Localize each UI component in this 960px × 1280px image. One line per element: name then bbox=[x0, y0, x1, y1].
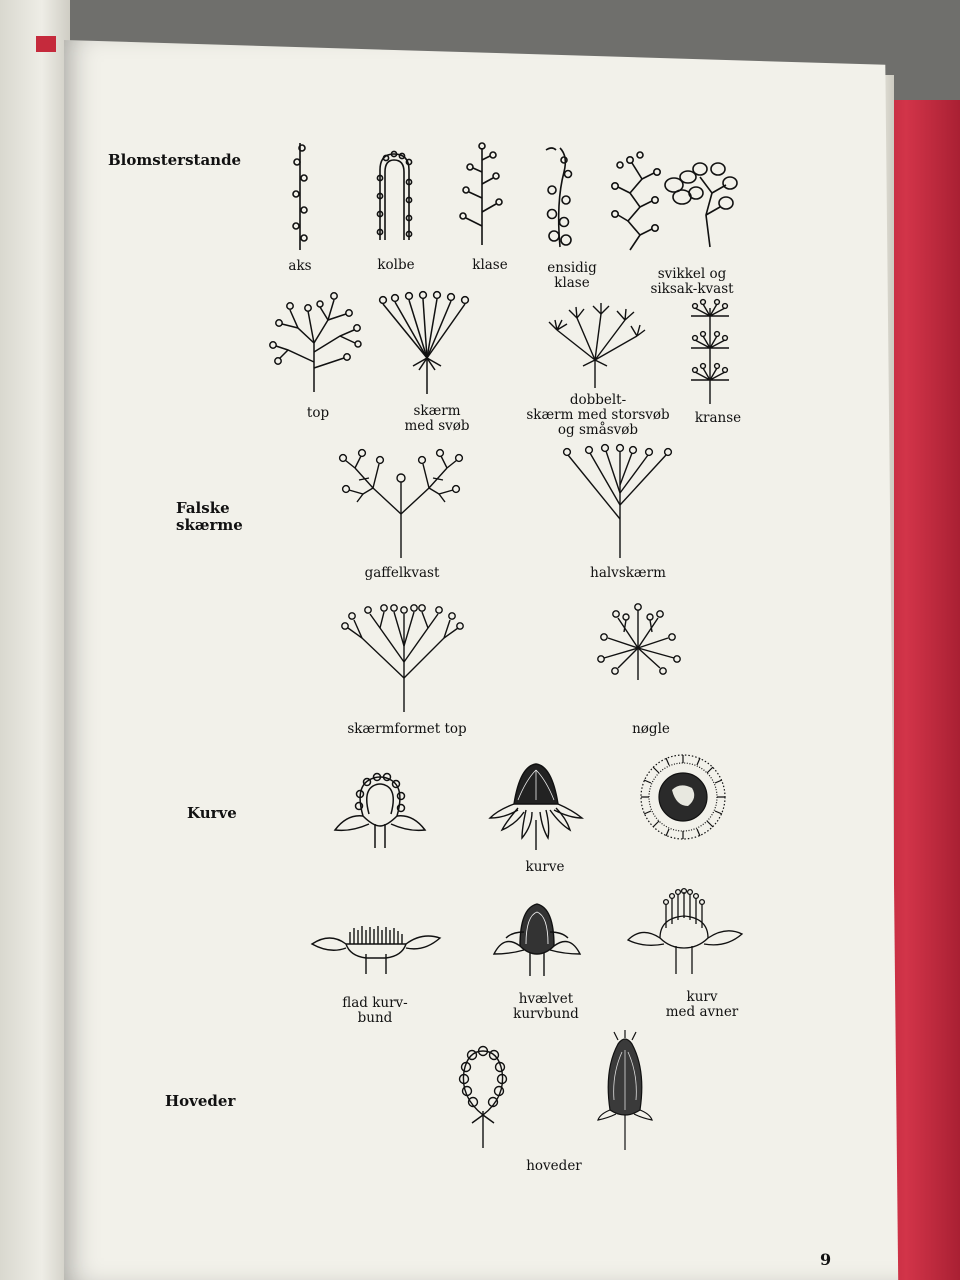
hvaelvet-kurvbund-illustration bbox=[490, 896, 585, 978]
halvskaerm-illustration bbox=[560, 445, 675, 560]
caption-kolbe: kolbe bbox=[377, 257, 415, 273]
section-kurve: Kurve bbox=[187, 804, 237, 822]
skaerm-med-svob-illustration bbox=[375, 290, 475, 395]
caption-gaffelkvast: gaffelkvast bbox=[364, 565, 440, 581]
klase-illustration bbox=[457, 140, 507, 248]
caption-hoveder: hoveder bbox=[526, 1158, 582, 1174]
kranse-illustration bbox=[685, 298, 735, 406]
kurv-section-illustration bbox=[333, 768, 428, 850]
skaermformet-top-illustration bbox=[340, 602, 465, 714]
top-illustration bbox=[268, 288, 363, 393]
section-blomsterstande: Blomsterstande bbox=[108, 151, 242, 169]
caption-top: top bbox=[306, 405, 330, 421]
caption-halvskaerm: halvskærm bbox=[590, 565, 666, 581]
caption-aks: aks bbox=[288, 258, 312, 274]
caption-flad-kurvbund: flad kurv- bund bbox=[342, 995, 408, 1026]
left-page-edge bbox=[0, 0, 70, 1280]
kurv-daisy-illustration bbox=[488, 760, 584, 852]
caption-kurv-med-avner: kurv med avner bbox=[665, 989, 739, 1020]
gaffelkvast-illustration bbox=[335, 448, 465, 560]
caption-klase: klase bbox=[472, 257, 508, 273]
flad-kurvbund-illustration bbox=[310, 918, 442, 976]
section-falske-skaerme: Falske skærme bbox=[176, 499, 243, 534]
aks-illustration bbox=[285, 138, 315, 253]
hoved-round-illustration bbox=[458, 1045, 508, 1150]
kurv-med-avner-illustration bbox=[626, 888, 744, 976]
dobbeltskaerm-illustration bbox=[545, 300, 645, 390]
caption-kurve: kurve bbox=[525, 859, 565, 875]
page-number: 9 bbox=[820, 1250, 832, 1269]
siksak-kvast-illustration bbox=[660, 155, 740, 250]
nogle-illustration bbox=[596, 602, 684, 682]
caption-nogle: nøgle bbox=[632, 721, 670, 737]
hoved-clover-illustration bbox=[596, 1030, 654, 1152]
caption-dobbeltskaerm: dobbelt- skærm med storsvøb og småsvøb bbox=[526, 392, 670, 438]
bookmark-ribbon bbox=[36, 36, 56, 52]
caption-skaerm-med-svob: skærm med svøb bbox=[404, 403, 470, 434]
caption-kranse: kranse bbox=[694, 410, 742, 426]
caption-ensidig-klase: ensidig klase bbox=[547, 260, 597, 291]
caption-svikkel: svikkel og siksak-kvast bbox=[650, 266, 734, 297]
ensidig-klase-illustration bbox=[538, 142, 583, 250]
caption-skaermformet-top: skærmformet top bbox=[347, 721, 467, 737]
kolbe-illustration bbox=[372, 148, 417, 243]
caption-hvaelvet-kurvbund: hvælvet kurvbund bbox=[513, 991, 579, 1022]
section-hoveder: Hoveder bbox=[165, 1092, 236, 1110]
kurv-aster-illustration bbox=[638, 752, 728, 842]
